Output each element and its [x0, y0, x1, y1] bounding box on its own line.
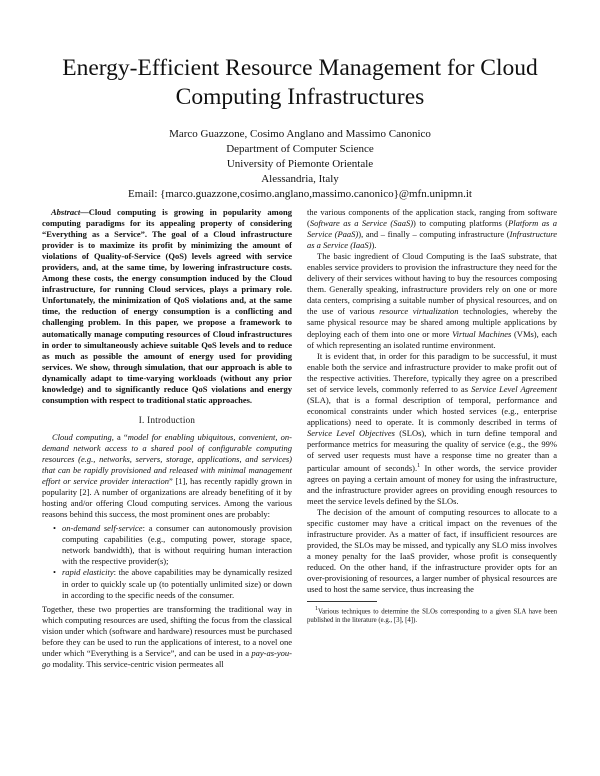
property-list	[42, 523, 292, 600]
text-span: (SLOs), which in turn define temporal and performance metrics for measuring the quality of service (e.g., the 99% of served user requests must have a response time no greater than a particular amount of seconds).	[307, 427, 557, 473]
author-block	[40, 127, 560, 202]
right-paragraph-2	[307, 251, 557, 350]
footnote	[307, 605, 557, 625]
abstract-text: —Cloud computing is growing in popularity among computing paradigms for its appealing property of considering “Everything as a Service”. The goal of a Cloud infrastructure provider is to maximize its profit by minimizing the amount of violations of Quality-of-Service (QoS) levels agreed with service providers, and, at the same time, by lowering infrastructure costs. Among these costs, the energy consumption induced by the Cloud infrastructure, for running Cloud services, plays a primary role. Unfortunately, the minimization of QoS violations and, at the same time, the reduction of energy consumption is a conflicting and challenging problem. In this paper, we propose a framework to automatically manage computing resources of Cloud infrastructures in order to simultaneously achieve suitable QoS levels and to reduce as much as possible the amount of energy used for providing services. We show, through simulation, that our approach is able to dynamically adapt to time-varying workloads (without any prior knowledge) and to significantly reduce QoS violations and energy consumption with respect to traditional static approaches.	[42, 207, 292, 405]
text-span: modality. This service-centric vision permeates all	[50, 658, 224, 669]
footnote-text: Various techniques to determine the SLOs corresponding to a given SLA have been published in the literature (e.g., [3], [4]).	[307, 608, 557, 625]
text-span: the various components of the application stack, ranging from software (	[307, 207, 557, 229]
list-item-text: : a consumer can autonomously provision computing capabilities (e.g., computing power, storage space, network bandwidth), that is without requiring human interaction with the respective provider(s);	[62, 523, 292, 567]
term-sla: Service Level Agreement	[471, 383, 557, 394]
intro-paragraph-1	[42, 432, 292, 520]
right-paragraph-1	[307, 207, 557, 251]
term-resource-virtualization: resource virtualization	[379, 306, 459, 317]
term-iaas: Infrastructure as a Service (IaaS)	[307, 229, 558, 251]
list-item-term: rapid elasticity	[62, 567, 114, 578]
intro-paragraph-2	[42, 604, 292, 670]
term-cloud-computing: Cloud computing	[52, 431, 112, 442]
left-column	[42, 207, 292, 670]
text-span: (VMs), each of which representing an isolated runtime environment.	[307, 328, 558, 350]
list-item	[53, 567, 292, 600]
text-span: It is evident that, in order for this paradigm to be successful, it must enable both the service and infrastructure provider to make profit out of the respective activities. Therefore, typically they agree on a prescribed set of service levels, commonly referred to as	[307, 350, 557, 394]
text-span: (SLA), that is a formal description of temporal, performance and economical constraints under which hosted services (e.g., enterprise applications) need to operate. It is commonly described in terms of	[307, 394, 557, 427]
author-location: Alessandria, Italy	[261, 173, 339, 185]
right-paragraph-4: The decision of the amount of computing resources to allocate to a specific customer may have a critical impact on the revenues of the infrastructure provider. As a matter of fact, if insufficient resources are provided, the SLOs may be missed, and typically any SLO miss involves a money penalty for the IaaS provider, whose profit is consequently reduced. On the other hand, if the infrastructure provider opts for an over-provisioning of resources, a larger number of physical resources are used to host the same service, thus increasing the	[307, 507, 557, 595]
text-span: , a “	[111, 431, 128, 442]
footnote-marker[interactable]: 1	[417, 463, 421, 470]
bullet-icon: •	[53, 567, 56, 578]
term-slo: Service Level Objectives	[307, 427, 395, 438]
text-span: ).	[371, 240, 377, 251]
term-virtual-machines: Virtual Machines	[452, 328, 512, 339]
list-item-text: : the above capabilities may be dynamically resized in order to quickly scale up (to potentially unlimited size) or down in according to the specific needs of the consumer.	[62, 567, 292, 600]
text-span: In other words, the service provider agrees on paying a certain amount of money for using the infrastructure, and the infrastructure provider agrees on providing enough resources to meet the service levels defined by the SLOs.	[307, 462, 557, 507]
author-email: Email: {marco.guazzone,cosimo.anglano,massimo.canonico}@mfn.unipmn.it	[128, 188, 472, 200]
bullet-icon: •	[53, 523, 56, 534]
nist-definition-quote: model for enabling ubiquitous, convenient, on-demand network access to a shared pool of configurable computing resources (e.g., networks, servers, storage, applications, and services) that can be rapidly provisioned and released with minimal management effort or service provider interaction	[42, 431, 292, 487]
right-paragraph-3	[307, 351, 557, 507]
text-span: ) to computing platforms (	[413, 218, 509, 229]
section-heading-introduction: I. Introduction	[138, 414, 196, 425]
list-item-term: on-demand self-service	[62, 523, 143, 534]
term-saas: Software as a Service (SaaS)	[309, 218, 414, 229]
abstract-label: Abstract	[51, 207, 81, 217]
author-department: Department of Computer Science	[226, 143, 374, 155]
text-span: technologies, whereby the same physical resource may be shared among multiple applications by deploying each of them into one or more	[307, 306, 557, 339]
footnote-divider	[307, 601, 377, 602]
list-item	[53, 523, 292, 567]
text-span: Together, these two properties are transforming the traditional way in which computing resources are used, shifting the focus from the classical vision under which (software and hardware) resources must be purchased before they can be used to run the applications of interest, to a novel one under which “Everything is a Service”, and can be used in a	[42, 603, 292, 658]
term-pay-as-you-go: pay-as-you-go	[42, 647, 292, 669]
paper-title: Energy-Efficient Resource Management for Cloud Computing Infrastructures	[62, 55, 538, 110]
text-span: ), and – finally – computing infrastructure (	[358, 229, 510, 240]
author-names: Marco Guazzone, Cosimo Anglano and Massimo Canonico	[169, 128, 431, 140]
author-university: University of Piemonte Orientale	[226, 158, 374, 170]
footnote-number: 1	[315, 606, 318, 613]
abstract	[42, 207, 292, 406]
text-span: ” [1], has recently rapidly grown in popularity [2]. A number of organizations are already benefiting of it by hosting and/or offering Cloud computing services. Among the various reasons behind this success, the most prominent ones are probably:	[42, 476, 292, 520]
term-paas: Platform as a Service (PaaS)	[307, 218, 557, 240]
right-column	[307, 207, 557, 626]
text-span: The basic ingredient of Cloud Computing is the IaaS substrate, that enables service providers to provision the infrastructure they need for the delivery of their services without having to buy the resources composing them. Generally speaking, infrastructure providers rely on one or more data centers, comprising a suitable number of physical resources, and on the use of various	[307, 251, 557, 317]
